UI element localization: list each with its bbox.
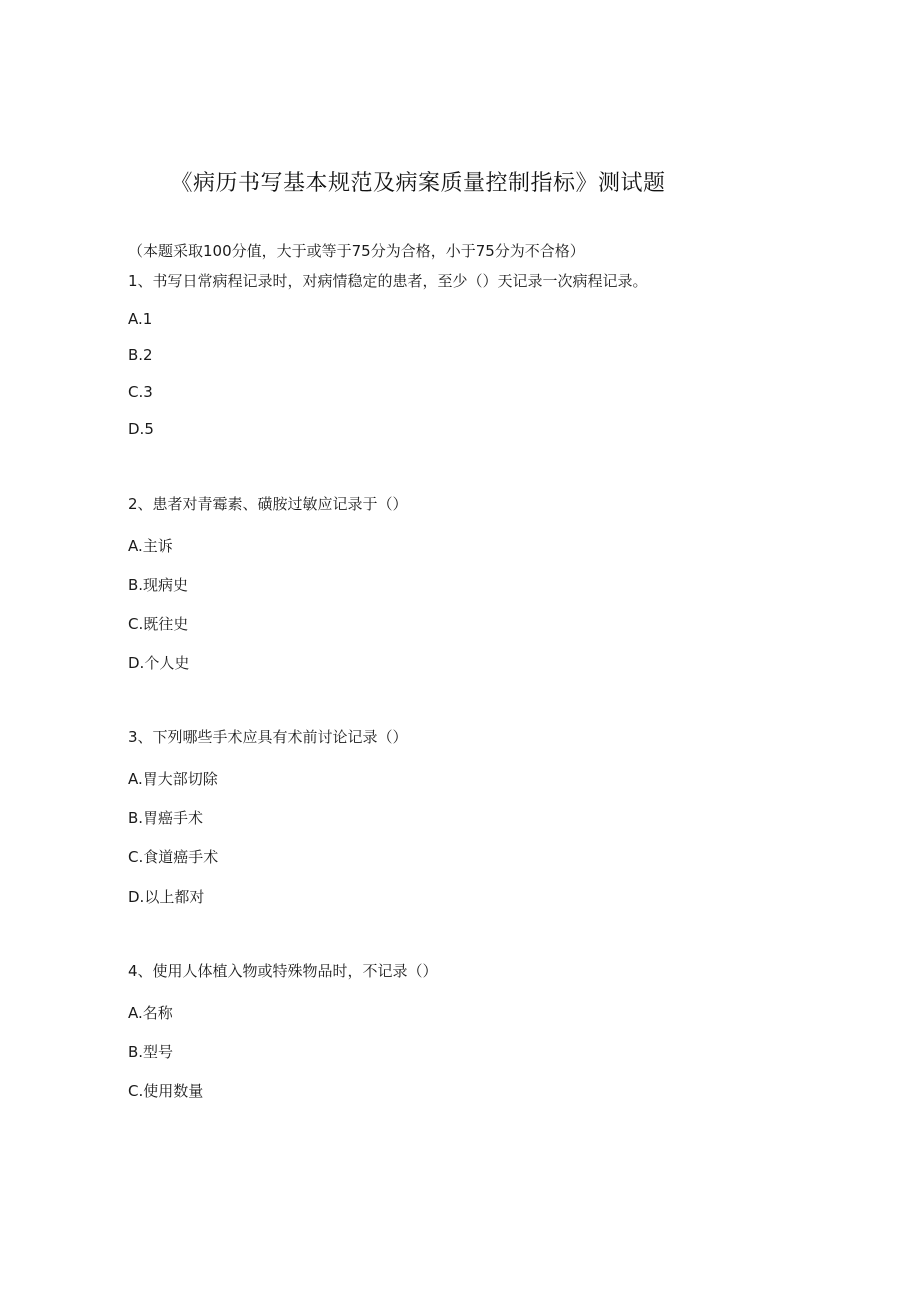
question-2-option-a: A.主诉 — [128, 537, 173, 555]
scoring-note: （本题采取100分值，大于或等于75分为合格，小于75分为不合格） — [128, 242, 585, 260]
question-2-option-c: C.既往史 — [128, 615, 189, 633]
question-4-option-b: B.型号 — [128, 1043, 174, 1061]
question-3-option-a: A.胃大部切除 — [128, 770, 218, 788]
question-2-option-d: D.个人史 — [128, 654, 190, 672]
question-1-stem: 1、书写日常病程记录时，对病情稳定的患者，至少（）天记录一次病程记录。 — [128, 272, 648, 290]
question-3-stem: 3、下列哪些手术应具有术前讨论记录（） — [128, 728, 408, 746]
question-1-option-a: A.1 — [128, 310, 153, 328]
question-4-option-a: A.名称 — [128, 1004, 173, 1022]
question-3-option-d: D.以上都对 — [128, 888, 205, 906]
question-4-stem: 4、使用人体植入物或特殊物品时，不记录（） — [128, 962, 438, 980]
question-2-stem: 2、患者对青霉素、磺胺过敏应记录于（） — [128, 495, 408, 513]
question-2-option-b: B.现病史 — [128, 576, 189, 594]
question-3-option-b: B.胃癌手术 — [128, 809, 204, 827]
question-1-option-c: C.3 — [128, 383, 153, 401]
question-1-option-b: B.2 — [128, 346, 153, 364]
question-3-option-c: C.食道癌手术 — [128, 848, 219, 866]
document-title: 《病历书写基本规范及病案质量控制指标》测试题 — [170, 171, 666, 196]
question-4-option-c: C.使用数量 — [128, 1082, 204, 1100]
question-1-option-d: D.5 — [128, 420, 154, 438]
